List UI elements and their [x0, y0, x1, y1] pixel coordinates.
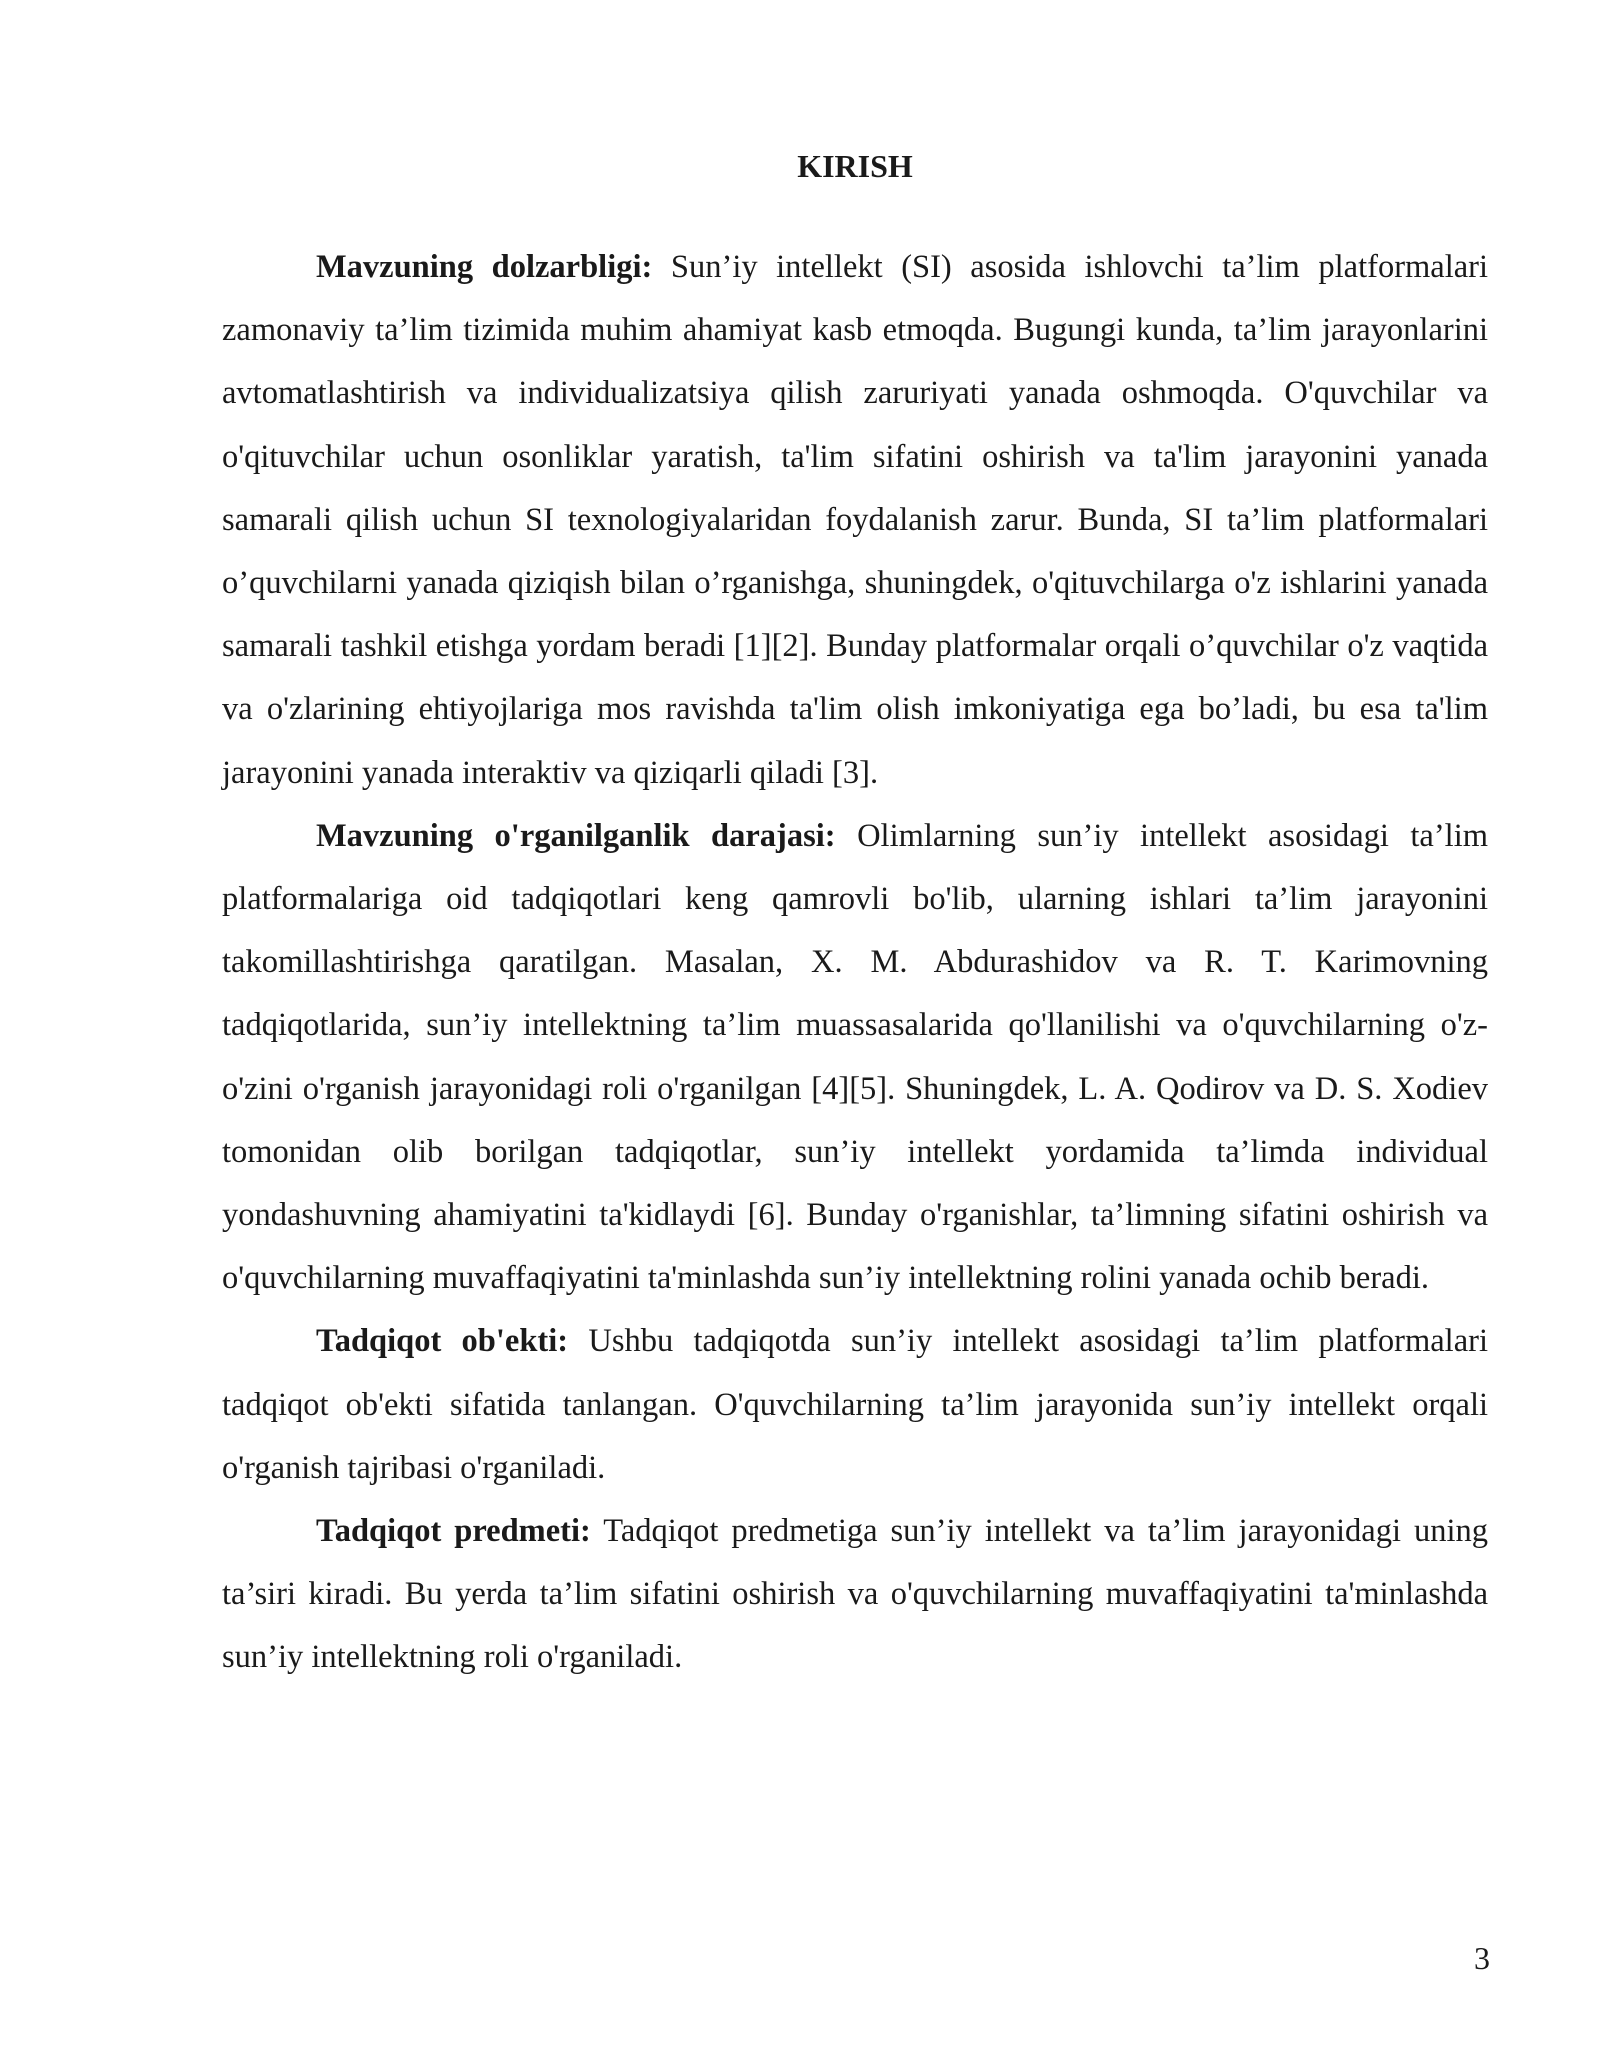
paragraph-heading: Tadqiqot ob'ekti:	[316, 1323, 569, 1360]
paragraph-heading: Mavzuning o'rganilganlik darajasi:	[316, 817, 836, 854]
paragraph-relevance	[222, 236, 1488, 805]
paragraph-research-object	[222, 1310, 1488, 1500]
paragraph-text: Sun’iy intellekt (SI) asosida ishlovchi ta’lim platformalari zamonaviy ta’lim tizimida muhim ahamiyat kasb etmoqda. Bugungi kunda, ta’lim jarayonlarini avtomatlashtirish va individualizatsiya qilish zaruriyati yanada oshmoqda. O'quvchilar va o'qituvchilar uchun osonliklar yaratish, ta'lim sifatini oshirish va ta'lim jarayonini yanada samarali qilish uchun SI texnologiyalaridan foydalanish zarur. Bunda, SI ta’lim platformalari o’quvchilarni yanada qiziqish bilan o’rganishga, shuningdek, o'qituvchilarga o'z ishlarini yanada samarali tashkil etishga yordam beradi [1][2]. Bunday platformalar orqali o’quvchilar o'z vaqtida va o'zlarining ehtiyojlariga mos ravishda ta'lim olish imkoniyatiga ega bo’ladi, bu esa ta'lim jarayonini yanada interaktiv va qiziqarli qiladi [3].	[222, 249, 1489, 791]
paragraph-heading: Mavzuning dolzarbligi:	[316, 249, 653, 285]
paragraph-text: Olimlarning sun’iy intellekt asosidagi ta’lim platformalariga oid tadqiqotlari keng qamrovli bo'lib, ularning ishlari ta’lim jarayonini takomillashtirishga qaratilgan. Masalan, X. M. Abdurashidov va R. T. Karimovning tadqiqotlarida, sun’iy intellektning ta’lim muassasalarida qo'llanilishi va o'quvchilarning o'z-o'zini o'rganish jarayonidagi roli o'rganilgan [4][5]. Shuningdek, L. A. Qodirov va D. S. Xodiev tomonidan olib borilgan tadqiqotlar, sun’iy intellekt yordamida ta’limda individual yondashuvning ahamiyatini ta'kidlaydi [6]. Bunday o'rganishlar, ta’limning sifatini oshirish va o'quvchilarning muvaffaqiyatini ta'minlashda sun’iy intellektning rolini yanada ochib beradi.	[222, 817, 1489, 1297]
paragraph-text: Ushbu tadqiqotda sun’iy intellekt asosidagi ta’lim platformalari tadqiqot ob'ekti sifatida tanlangan. O'quvchilarning ta’lim jarayonida sun’iy intellekt orqali o'rganish tajribasi o'rganiladi.	[222, 1323, 1488, 1486]
paragraph-heading: Tadqiqot predmeti:	[316, 1513, 591, 1550]
body-text	[222, 236, 1488, 1690]
paragraph-text: Tadqiqot predmetiga sun’iy intellekt va ta’lim jarayonidagi uning ta’siri kiradi. Bu yerda ta’lim sifatini oshirish va o'quvchilarning muvaffaqiyatini ta'minlashda sun’iy intellektning roli o'rganiladi.	[222, 1513, 1489, 1676]
paragraph-research-subject	[222, 1500, 1488, 1690]
paragraph-study-level	[222, 805, 1488, 1311]
page-title: KIRISH	[797, 148, 913, 184]
page-number: 3	[1474, 1940, 1490, 1976]
